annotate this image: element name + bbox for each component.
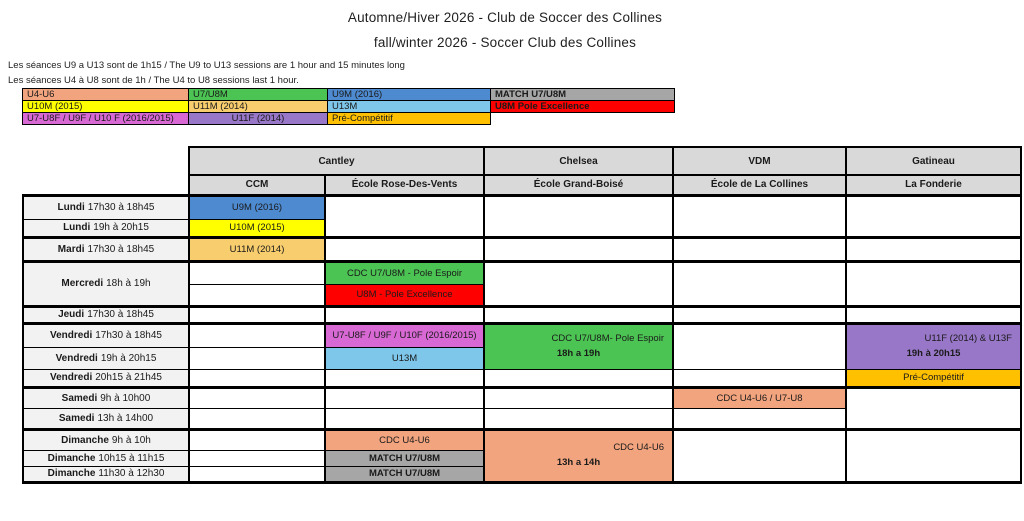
- cell-lundi1-ccm: U9M (2016): [189, 195, 325, 219]
- row-samedi-1: [23, 387, 1021, 408]
- cell-mercredi2-rose: U8M - Pole Excellence: [325, 284, 484, 306]
- cell-dimanche-vdm: [673, 429, 846, 482]
- schedule-table: [22, 146, 1022, 484]
- cell-samedi1-ccm: [189, 387, 325, 408]
- header-region-cantley: Cantley: [189, 147, 484, 175]
- row-label-jeudi: Jeudi 17h30 à 18h45: [23, 306, 189, 323]
- cell-samedi2-ccm: [189, 408, 325, 429]
- row-label-lundi1: Lundi 17h30 à 18h45: [23, 195, 189, 219]
- cell-samedi1-chelsea: [484, 387, 673, 408]
- header-region-gatineau: Gatineau: [846, 147, 1021, 175]
- cell-mardi-gatineau: [846, 237, 1021, 261]
- legend-u10m: U10M (2015): [23, 101, 189, 113]
- legend-u13m: U13M: [328, 101, 491, 113]
- cell-dimanche2-rose: MATCH U7/U8M: [325, 450, 484, 466]
- cell-vendredi3-chelsea: [484, 369, 673, 387]
- cell-lundi2-ccm: U10M (2015): [189, 219, 325, 237]
- legend-u4u6: U4-U6: [23, 89, 189, 101]
- header-corner-blank-2: [23, 175, 189, 195]
- legend-u9m: U9M (2016): [328, 89, 491, 101]
- row-vendredi-1: [23, 323, 1021, 347]
- cell-jeudi-gatineau: [846, 306, 1021, 323]
- cell-vendredi-gatineau: [846, 323, 1021, 369]
- cell-mercredi1-ccm: [189, 261, 325, 284]
- page-title-en: fall/winter 2026 - Soccer Club des Collines: [373, 35, 637, 50]
- legend-row-1: [23, 89, 675, 101]
- cell-vendredi-gatineau-line1: U11F (2014) & U13F: [924, 333, 1012, 345]
- cell-samedi1-rose: [325, 387, 484, 408]
- row-label-vendredi3: Vendredi 20h15 à 21h45: [23, 369, 189, 387]
- cell-vendredi-vdm: [673, 323, 846, 369]
- cell-vendredi-chelsea: [484, 323, 673, 369]
- cell-vendredi-gatineau-line2: 19h à 20h15: [906, 347, 961, 359]
- cell-lundi-rose: [325, 195, 484, 237]
- row-label-mardi: Mardi 17h30 à 18h45: [23, 237, 189, 261]
- row-dimanche-1: [23, 429, 1021, 450]
- note-u9-u13: Les séances U9 a U13 sont de 1h15 / The U9 to U13 sessions are 1 hour and 15 minutes long: [8, 60, 405, 71]
- row-vendredi-3: [23, 369, 1021, 387]
- row-label-vendredi2: Vendredi 19h à 20h15: [23, 347, 189, 369]
- cell-dimanche1-ccm: [189, 429, 325, 450]
- cell-jeudi-rose: [325, 306, 484, 323]
- cell-dimanche-chelsea: [484, 429, 673, 482]
- page-title-fr: Automne/Hiver 2026 - Club de Soccer des Collines: [347, 10, 663, 25]
- row-label-vendredi1: Vendredi 17h30 à 18h45: [23, 323, 189, 347]
- row-label-dimanche2: Dimanche 10h15 à 11h15: [23, 450, 189, 466]
- row-label-dimanche3: Dimanche 11h30 à 12h30: [23, 466, 189, 482]
- cell-vendredi2-rose: U13M: [325, 347, 484, 369]
- cell-dimanche2-ccm: [189, 450, 325, 466]
- cell-mardi-chelsea: [484, 237, 673, 261]
- cell-mardi-vdm: [673, 237, 846, 261]
- cell-vendredi3-vdm: [673, 369, 846, 387]
- cell-jeudi-chelsea: [484, 306, 673, 323]
- header-school-la-collines: École de La Collines: [673, 175, 846, 195]
- cell-vendredi-chelsea-line1: CDC U7/U8M- Pole Espoir: [551, 333, 664, 345]
- cell-mercredi-gatineau: [846, 261, 1021, 306]
- legend-empty: [491, 113, 675, 125]
- legend: [22, 88, 675, 125]
- cell-samedi2-rose: [325, 408, 484, 429]
- cell-vendredi2-ccm: [189, 347, 325, 369]
- header-region-chelsea: Chelsea: [484, 147, 673, 175]
- cell-lundi-vdm: [673, 195, 846, 237]
- row-label-samedi1: Samedi 9h à 10h00: [23, 387, 189, 408]
- cell-vendredi3-ccm: [189, 369, 325, 387]
- header-school-rose-des-vents: École Rose-Des-Vents: [325, 175, 484, 195]
- cell-samedi1-vdm: CDC U4-U6 / U7-U8: [673, 387, 846, 408]
- cell-mercredi1-rose: CDC U7/U8M - Pole Espoir: [325, 261, 484, 284]
- header-school-grand-boise: École Grand-Boisé: [484, 175, 673, 195]
- cell-vendredi-chelsea-line2: 18h a 19h: [556, 347, 601, 359]
- row-mercredi-1: [23, 261, 1021, 284]
- note-u4-u8: Les séances U4 à U8 sont de 1h / The U4 to U8 sessions last 1 hour.: [8, 75, 299, 86]
- legend-pre-competitif: Pré-Compétitif: [328, 113, 491, 125]
- row-label-samedi2: Samedi 13h à 14h00: [23, 408, 189, 429]
- cell-jeudi-ccm: [189, 306, 325, 323]
- cell-samedi2-vdm: [673, 408, 846, 429]
- cell-mercredi-chelsea: [484, 261, 673, 306]
- cell-mercredi-vdm: [673, 261, 846, 306]
- cell-dimanche1-rose: CDC U4-U6: [325, 429, 484, 450]
- cell-mardi-rose: [325, 237, 484, 261]
- cell-dimanche3-ccm: [189, 466, 325, 482]
- cell-lundi-gatineau: [846, 195, 1021, 237]
- header-region-vdm: VDM: [673, 147, 846, 175]
- legend-row-3: [23, 113, 675, 125]
- cell-dimanche3-rose: MATCH U7/U8M: [325, 466, 484, 482]
- legend-u11m: U11M (2014): [189, 101, 328, 113]
- legend-u11f: U11F (2014): [189, 113, 328, 125]
- header-school-ccm: CCM: [189, 175, 325, 195]
- header-regions-row: [23, 147, 1021, 175]
- cell-lundi-chelsea: [484, 195, 673, 237]
- row-label-mercredi: Mercredi 18h à 19h: [23, 261, 189, 306]
- cell-vendredi1-ccm: [189, 323, 325, 347]
- legend-match-u7u8m: MATCH U7/U8M: [491, 89, 675, 101]
- header-school-la-fonderie: La Fonderie: [846, 175, 1021, 195]
- cell-mardi-ccm: U11M (2014): [189, 237, 325, 261]
- cell-dimanche-chelsea-line2: 13h a 14h: [556, 456, 601, 468]
- cell-vendredi1-rose: U7-U8F / U9F / U10F (2016/2015): [325, 323, 484, 347]
- cell-dimanche-gatineau: [846, 429, 1021, 482]
- cell-vendredi3-rose: [325, 369, 484, 387]
- row-lundi-1: [23, 195, 1021, 219]
- header-schools-row: [23, 175, 1021, 195]
- row-label-dimanche1: Dimanche 9h à 10h: [23, 429, 189, 450]
- cell-mercredi2-ccm: [189, 284, 325, 306]
- row-label-lundi2: Lundi 19h à 20h15: [23, 219, 189, 237]
- cell-dimanche-chelsea-line1: CDC U4-U6: [613, 442, 664, 454]
- cell-samedi2-chelsea: [484, 408, 673, 429]
- cell-vendredi3-gatineau: Pré-Compétitif: [846, 369, 1021, 387]
- row-mardi: [23, 237, 1021, 261]
- legend-u8m-pole-excellence: U8M Pole Excellence: [491, 101, 675, 113]
- cell-jeudi-vdm: [673, 306, 846, 323]
- legend-row-2: [23, 101, 675, 113]
- legend-filles: U7-U8F / U9F / U10 F (2016/2015): [23, 113, 189, 125]
- legend-u7u8m: U7/U8M: [189, 89, 328, 101]
- cell-samedi-gatineau: [846, 387, 1021, 429]
- row-jeudi: [23, 306, 1021, 323]
- header-corner-blank: [23, 147, 189, 175]
